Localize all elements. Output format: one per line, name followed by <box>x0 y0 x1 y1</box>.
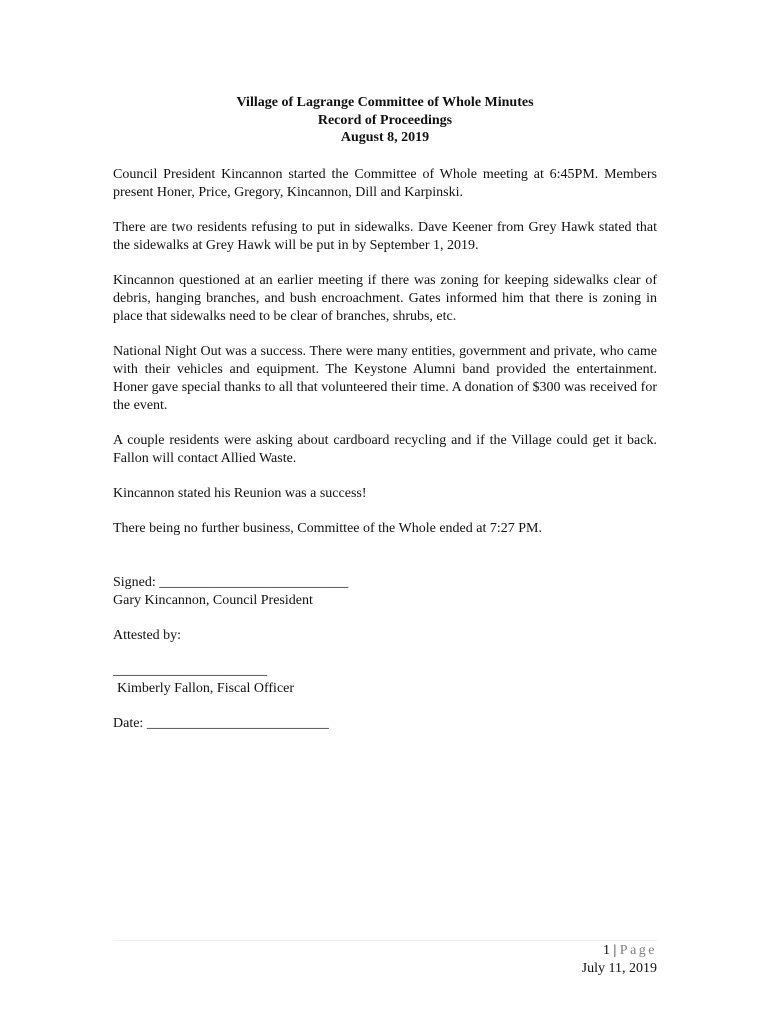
document-header <box>113 94 657 147</box>
page-separator: | <box>609 943 620 958</box>
paragraph-closing: There being no further business, Committee of the Whole ended at 7:27 PM. <box>113 520 542 536</box>
date-line: Date: __________________________ <box>113 715 329 731</box>
attester-name: Kimberly Fallon, Fiscal Officer <box>117 680 295 696</box>
meeting-date: August 8, 2019 <box>340 130 430 145</box>
document-subtitle: Record of Proceedings <box>317 112 453 128</box>
paragraph-night-out: National Night Out was a success. There were many entities, government and private, who came with their vehicles and equipment. The Keystone Alumni band provided the entertainment. Honer gave special thanks to all that volunteered their time. A donation of $300 was received for the event. <box>113 343 657 413</box>
page-footer <box>113 942 657 978</box>
document-title: Village of Lagrange Committee of Whole Minutes <box>236 95 534 110</box>
paragraph-opening: Council President Kincannon started the Committee of Whole meeting at 6:45PM. Members present Honer, Price, Gregory, Kincannon, Dill and Karpinski. <box>113 166 657 200</box>
document-page <box>113 94 657 733</box>
page-word: Page <box>619 943 657 958</box>
paragraph-zoning: Kincannon questioned at an earlier meeting if there was zoning for keeping sidewalks clear of debris, hanging branches, and bush encroachment. Gates informed him that there is zoning in place that sidewalks need to be clear of branches, shrubs, etc. <box>113 272 657 324</box>
paragraph-sidewalks: There are two residents refusing to put in sidewalks. Dave Keener from Grey Hawk stated that the sidewalks at Grey Hawk will be put in by September 1, 2019. <box>113 219 657 253</box>
signer-name: Gary Kincannon, Council President <box>113 592 313 608</box>
attested-label: Attested by: <box>113 627 182 643</box>
page-indicator <box>113 942 657 960</box>
signature-block <box>113 574 657 733</box>
paragraph-recycling: A couple residents were asking about cardboard recycling and if the Village could get it back. Fallon will contact Allied Waste. <box>113 432 657 466</box>
paragraph-reunion: Kincannon stated his Reunion was a success! <box>113 485 367 501</box>
footer-date: July 11, 2019 <box>581 961 657 976</box>
page-number: 1 <box>602 943 610 958</box>
attest-signature-line: ______________________ <box>113 662 267 678</box>
footer-divider <box>113 940 657 941</box>
signed-line: Signed: ___________________________ <box>113 574 349 590</box>
